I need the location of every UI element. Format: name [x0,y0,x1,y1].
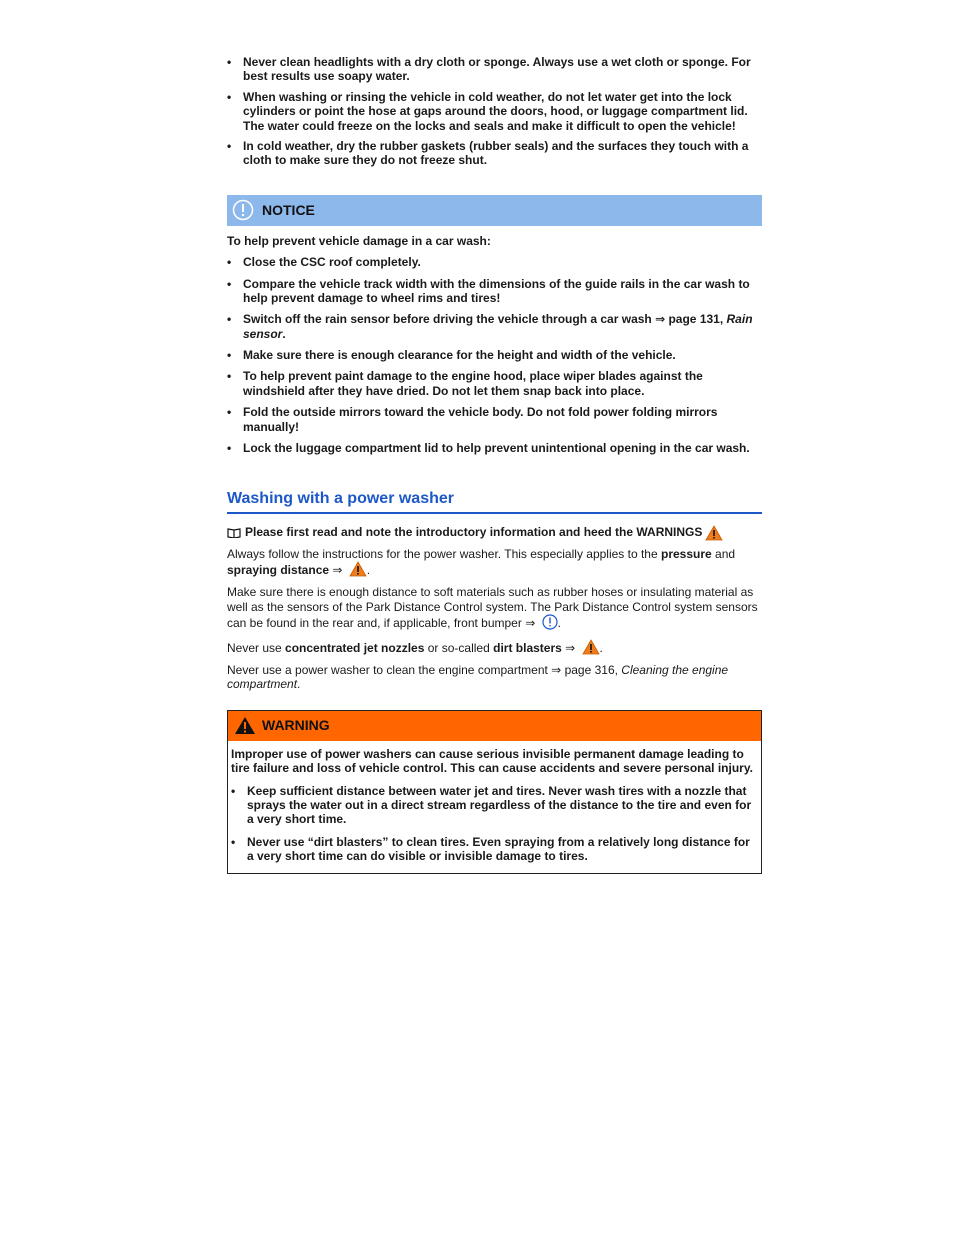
notice-header [227,195,762,226]
paragraph-engine-compartment: Never use a power washer to clean the engine compartment ⇒ page 316, Cleaning the engine compartment. [227,662,729,692]
list-item: • To help prevent paint damage to the engine hood, place wiper blades against the windshield after they have dried. Do not let them snap back into place. [227,369,703,398]
list-item: • Switch off the rain sensor before driving the vehicle through a car wash ⇒ page 131, Rain sensor. [227,312,753,341]
section-intro: Please first read and note the introductory information and heed the WARNINGS [227,525,762,541]
warning-triangle-icon [234,716,256,735]
warning-intro: Improper use of power washers can cause serious invisible permanent damage leading to tire failure and loss of vehicle control. This can cause accidents and severe personal injury. [231,746,753,776]
list-item: • Lock the luggage compartment lid to help prevent unintentional opening in the car wash. [227,441,750,456]
section-title: Washing with a power washer [227,489,762,513]
warning-box [227,710,762,875]
list-item: • Never use “dirt blasters” to clean tires. Even spraying from a relatively long distance for a very short time can do visible or invisible damage to tires. [231,834,750,864]
list-item: • Keep sufficient distance between water jet and tires. Never wash tires with a nozzle that sprays the water out in a direct stream regardless of the distance to the tire and even for a very short time. [231,783,752,827]
notice-exclamation-icon [232,199,254,221]
list-item: • Close the CSC roof completely. [227,255,421,270]
notice-intro: To help prevent vehicle damage in a car wash: [227,233,491,248]
top-bullet-list [227,55,762,168]
warning-triangle-icon[interactable] [582,639,600,655]
notice-exclamation-icon[interactable] [542,614,558,630]
notice-title: NOTICE [262,201,315,218]
paragraph-dirt-blasters: Never use concentrated jet nozzles or so-called dirt blasters ⇒ . [227,640,603,655]
list-item: • In cold weather, dry the rubber gaskets (rubber seals) and the surfaces they touch with a cloth to make sure they do not freeze shut. [227,138,749,168]
list-item: • Fold the outside mirrors toward the vehicle body. Do not fold power folding mirrors manually! [227,405,718,434]
notice-body [227,226,762,456]
warning-triangle-icon[interactable] [349,561,367,577]
cleaning-engine-link[interactable]: Cleaning the engine compartment [227,662,729,692]
warning-body [228,741,761,874]
warning-triangle-icon [705,525,723,541]
list-item: • Never clean headlights with a dry cloth or sponge. Always use a wet cloth or sponge. For best results use soapy water. [227,55,751,84]
book-icon [227,527,241,538]
warning-header [228,711,761,741]
list-item: • When washing or rinsing the vehicle in cold weather, do not let water get into the lock cylinders or point the hose at gaps around the doors, hood, or luggage compartment lid. The water could freeze on the locks and seals and make it difficult to open the vehicle! [227,89,748,133]
paragraph-pdc-sensors: Make sure there is enough distance to soft materials such as rubber hoses or insulating material as well as the sensors of the Park Distance Control system. The Park Distance Control system sensors can be found in the rear and, if applicable, front bumper ⇒ . [227,585,758,631]
paragraph-pressure: Always follow the instructions for the power washer. This especially applies to the pressure and spraying distance ⇒ . [227,546,736,577]
rain-sensor-link[interactable]: Rain sensor [243,312,753,341]
list-item: • Make sure there is enough clearance for the height and width of the vehicle. [227,348,676,363]
list-item: • Compare the vehicle track width with the dimensions of the guide rails in the car wash to help prevent damage to wheel rims and tires! [227,276,750,305]
manual-page [227,55,762,874]
warning-title: WARNING [262,717,330,734]
